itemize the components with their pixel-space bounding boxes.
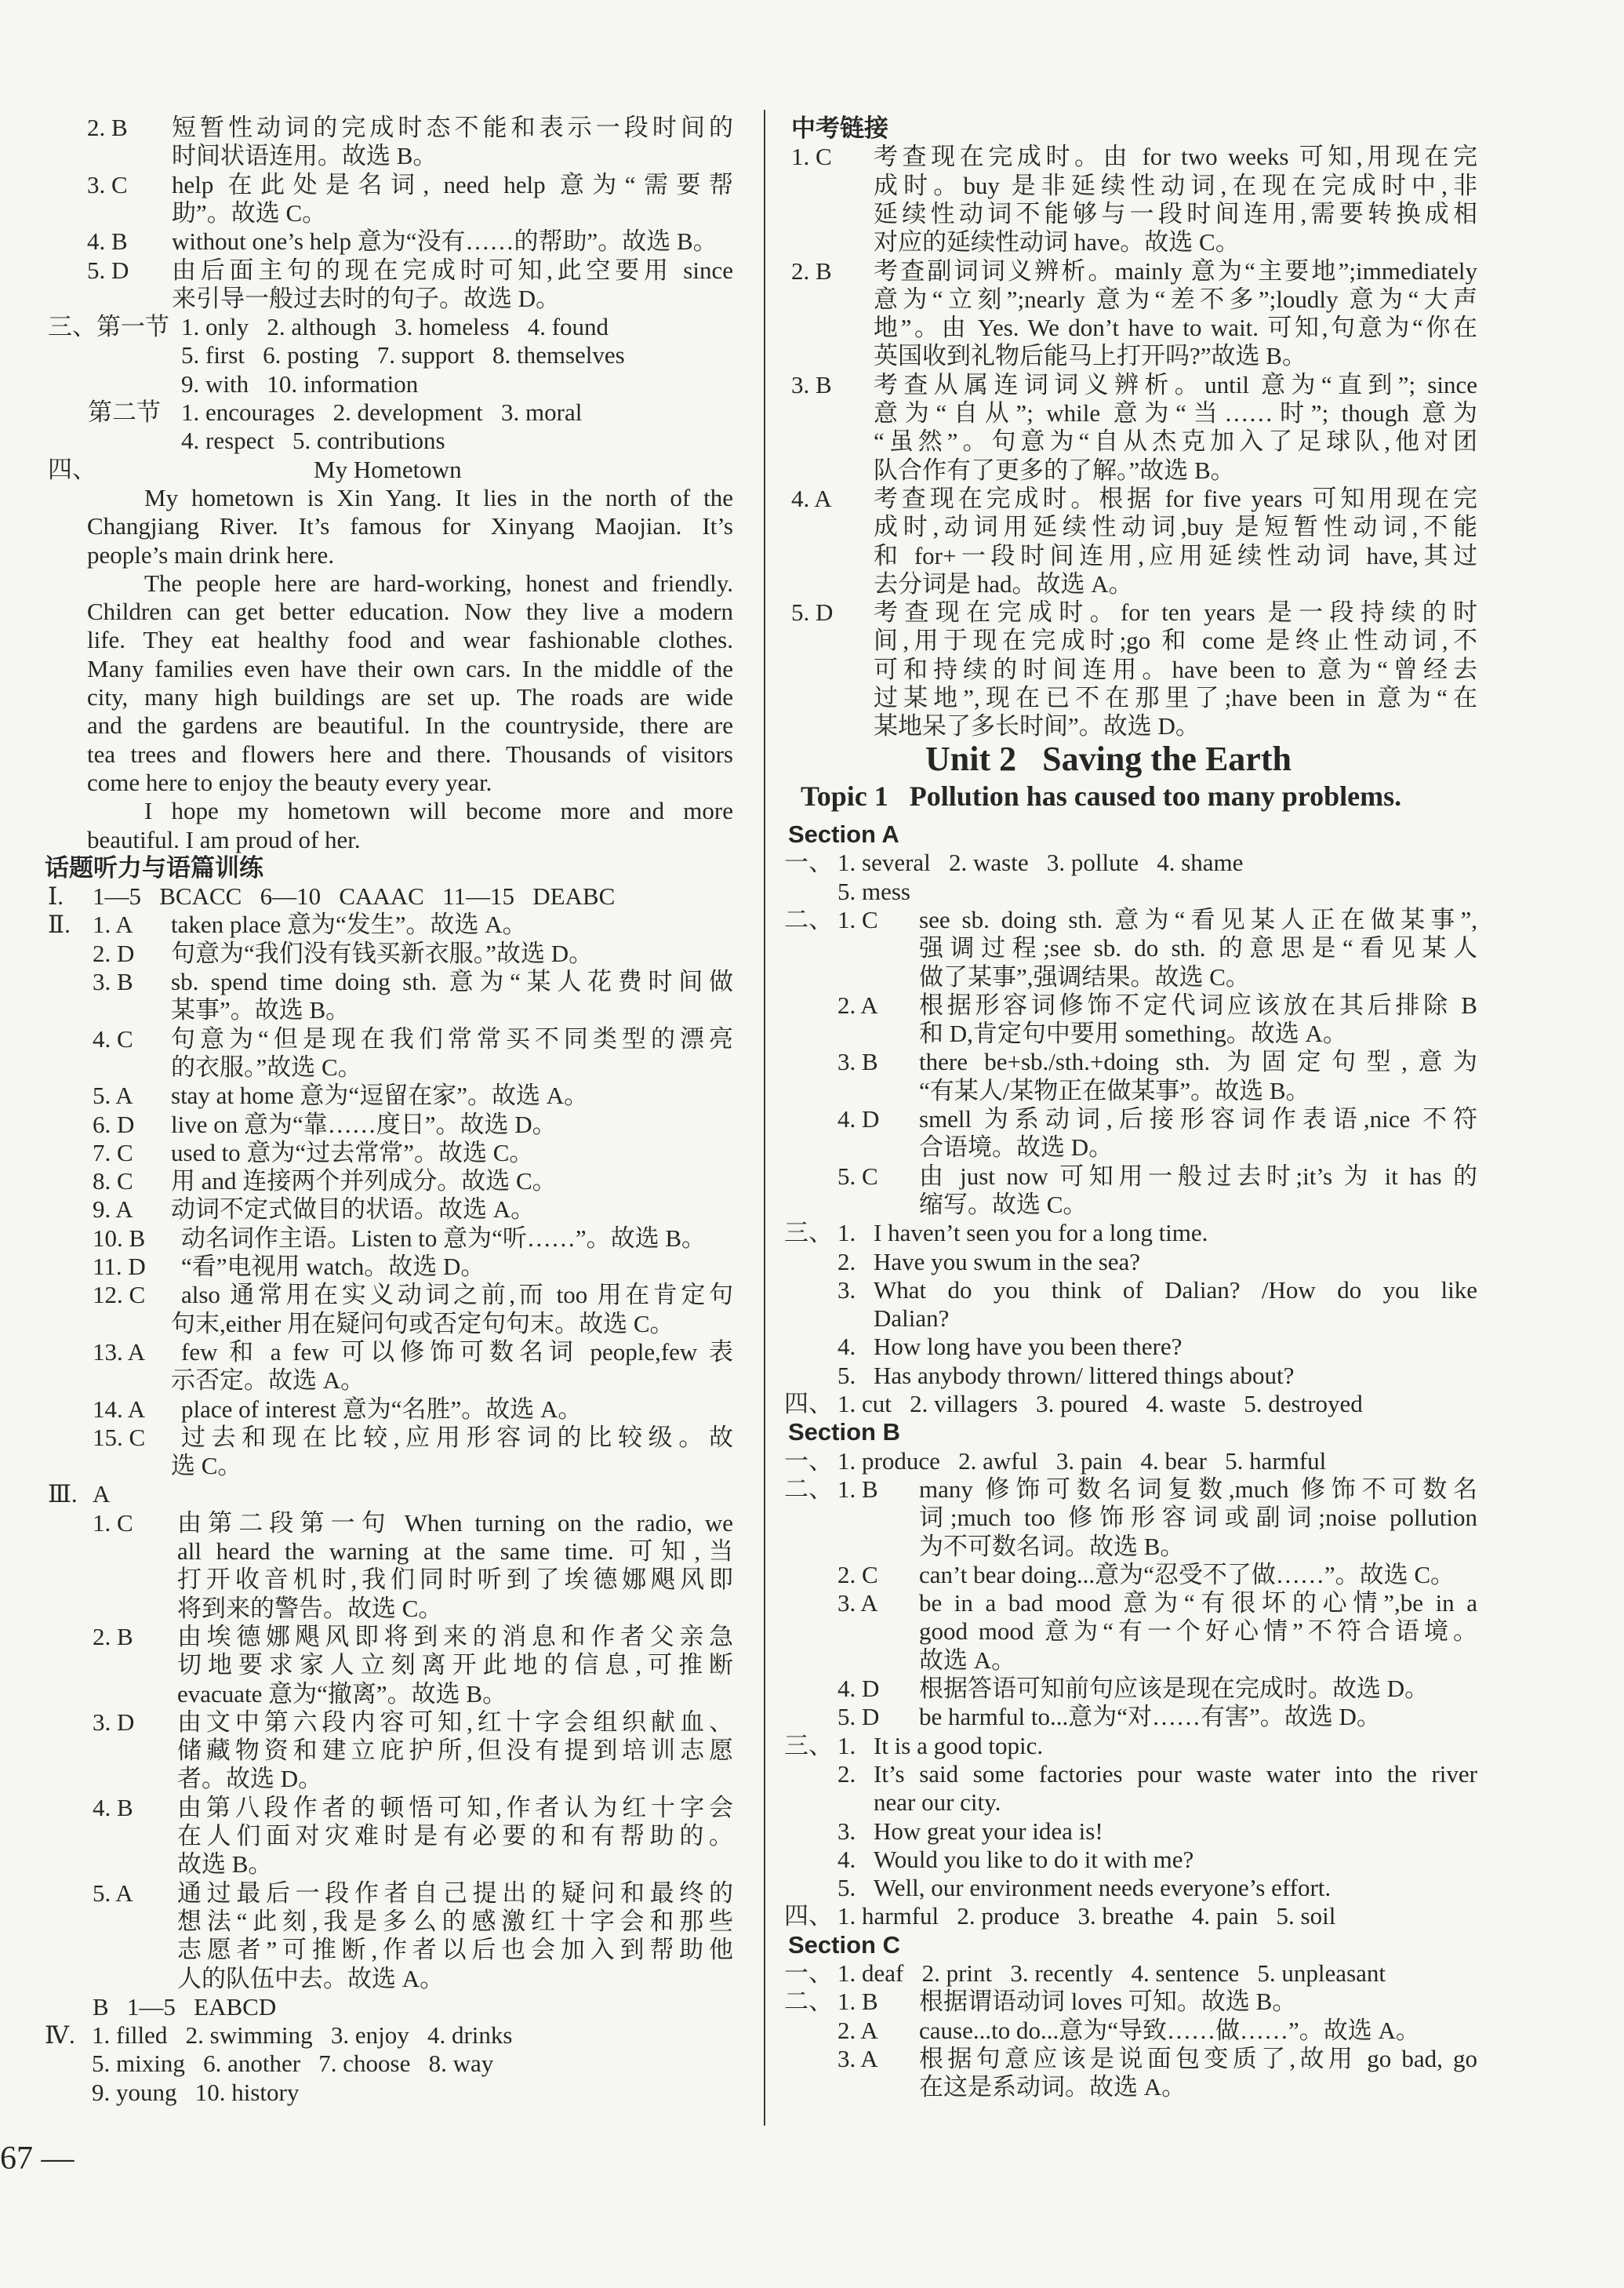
section-marker: 四、 [784,1390,833,1417]
question-number: 2. B [791,256,832,285]
question-number: 2. B [87,114,128,141]
question-number: 4. C [93,1024,133,1053]
question-number: 3. B [791,370,832,398]
answer-text: 考查现在完成时。由 for two weeks 可知,用现在完 [874,143,1477,171]
answer-text: It’s said some factories pour waste water into the river [874,1759,1477,1788]
answer-text: 动词不定式做目的状语。故选 A。 [171,1195,536,1224]
question-number: 2. [837,1759,856,1788]
question-number: 5. A [93,1879,133,1907]
answer-text: My Hometown [314,455,462,483]
section-marker: 三、 [784,1219,833,1247]
answer-text: “有某人/某物正在做某事”。故选 B。 [919,1076,1310,1104]
question-number: 1. B [837,1475,878,1503]
answer-text: 过去和现在比较,应用形容词的比较级。故 [181,1423,733,1451]
answer-text: 9. young 10. history [92,2078,300,2106]
answer-text: The people here are hard-working, honest and friendly. [144,569,733,597]
answer-text: What do you think of Dalian? /How do you like [874,1275,1477,1304]
answer-text: live on 意为“靠……度日”。故选 D。 [171,1110,557,1138]
question-number: 3. D [93,1708,135,1736]
question-number: 9. A [93,1195,133,1224]
question-number: 3. [837,1275,856,1304]
answer-text: used to 意为“过去常常”。故选 C。 [171,1138,534,1166]
answer-text: 强调过程;see sb. do sth. 的意思是“看见某人 [919,934,1477,962]
answer-text: few 和 a few 可以修饰可数名词 people,few 表 [181,1337,733,1366]
answer-text: 助”。故选 C。 [172,198,327,227]
answer-text: see sb. doing sth. 意为“看见某人正在做某事”, [919,905,1477,933]
question-number: 1. A [93,911,133,939]
question-number: 3. A [837,2044,878,2072]
answer-text: can’t bear doing...意为“忍受不了做……”。故选 C。 [919,1560,1455,1588]
answer-text: place of interest 意为“名胜”。故选 A。 [181,1395,583,1423]
answer-text: good mood 意为“有一个好心情”不符合语境。 [919,1617,1477,1646]
question-number: 2. [837,1247,856,1275]
answer-text: 合语境。故选 D。 [919,1133,1114,1162]
answer-text: 英国收到礼物后能马上打开吗?”故选 B。 [874,342,1306,370]
question-number: 2. D [93,939,135,967]
answer-text: 时间状语连用。故选 B。 [172,142,438,170]
page-number: 67 — [0,2141,74,2177]
answer-text: city, many high buildings are set up. The roads are wide [87,683,733,711]
question-number: 5. C [837,1162,878,1190]
answer-text: 动名词作主语。Listen to 意为“听……”。故选 B。 [181,1224,707,1252]
question-number: 3. A [837,1589,878,1617]
answer-text: Has anybody thrown/ littered things about? [874,1361,1295,1389]
answer-text: 意为“立刻”;nearly 意为“差不多”;loudly 意为“大声 [874,285,1477,313]
question-number: 5. D [791,598,834,627]
answer-text: 人的队伍中去。故选 A。 [177,1964,445,1992]
question-number: 4. B [87,227,128,256]
answer-text: people’s main drink here. [87,540,335,569]
section-marker: 二、 [784,1475,833,1503]
answer-text: smell 为系动词,后接形容词作表语,nice 不符 [919,1105,1477,1133]
answer-text: all heard the warning at the same time. 可知,当 [177,1537,733,1565]
answer-text: stay at home 意为“逗留在家”。故选 A。 [171,1082,589,1110]
answer-text: 1. only 2. although 3. homeless 4. found [181,313,609,341]
answer-text: 过某地”,现在已不在那里了;have been in 意为“在 [874,684,1477,711]
answer-text: 句末,either 用在疑问句或否定句句末。故选 C。 [171,1309,674,1337]
answer-text: 地”。由 Yes. We don’t have to wait. 可知,句意为“你在 [874,314,1477,342]
question-number: 4. D [837,1675,880,1702]
unit-name: Saving the Earth [1042,740,1292,778]
question-number: 1. C [93,1508,133,1537]
answer-text: 考查从属连词词义辨析。until 意为“直到”; since [874,370,1477,398]
answer-text: 在人们面对灾难时是有必要的和有帮助的。 [177,1822,733,1850]
section-marker: 二、 [784,1988,833,2016]
answer-text: help 在此处是名词, need help 意为“需要帮 [172,170,733,198]
answer-text: life. They eat healthy food and wear fashionable clothes. [87,626,733,654]
answer-text: 故选 B。 [177,1850,273,1879]
answer-text: 根据谓语动词 loves 可知。故选 B。 [919,1988,1297,2016]
question-number: 5. [837,1874,856,1902]
answer-text: 由第八段作者的顿悟可知,作者认为红十字会 [177,1793,733,1821]
answer-text: many 修饰可数名词复数,much 修饰不可数名 [919,1475,1477,1503]
question-number: 2. B [93,1622,133,1650]
answer-text: 延续性动词不能够与一段时间连用,需要转换成相 [874,199,1477,227]
answer-text: 1. cut 2. villagers 3. poured 4. waste 5. destroyed [837,1390,1363,1417]
question-number: 13. A [93,1337,146,1366]
question-number: 5. D [87,256,129,284]
answer-text: 做了某事”,强调结果。故选 C。 [919,962,1250,991]
answer-text: 根据答语可知前句应该是现在完成时。故选 D。 [919,1675,1430,1702]
question-number: 4. A [791,484,832,512]
answer-text: 故选 A。 [919,1646,1016,1674]
answer-text: 用 and 连接两个并列成分。故选 C。 [171,1167,557,1195]
answer-text: and the gardens are beautiful. In the countryside, there are [87,711,733,740]
answer-text: beautiful. I am proud of her. [87,825,361,853]
answer-text: taken place 意为“发生”。故选 A。 [171,911,527,939]
answer-text: It is a good topic. [874,1731,1044,1759]
answer-text: 示否定。故选 A。 [171,1366,365,1395]
answer-text: 队合作有了更多的了解。”故选 B。 [874,456,1235,484]
answer-text: Well, our environment needs everyone’s effort. [874,1874,1332,1902]
answer-text: 打开收音机时,我们同时听到了埃德娜飓风即 [177,1566,733,1594]
answer-text: 切地要求家人立刻离开此地的信息,可推断 [177,1651,733,1679]
answer-text: I hope my hometown will become more and more [144,797,733,825]
section-marker: 四、 [48,455,96,483]
question-number: 11. D [93,1253,146,1280]
question-number: 1. [837,1219,856,1247]
answer-text: 储藏物资和建立庇护所,但没有提到培训志愿 [177,1737,733,1765]
question-number: 3. B [93,968,133,995]
answer-text: 和 for+一段时间连用,应用延续性动词 have,其过 [874,541,1477,569]
answer-text: also 通常用在实义动词之前,而 too 用在肯定句 [181,1281,733,1309]
answer-text: 句意为“但是现在我们常常买不同类型的漂亮 [171,1024,733,1053]
question-number: 2. A [837,2016,878,2044]
answer-text: be harmful to...意为“对……有害”。故选 D。 [919,1703,1381,1731]
section-marker: Ⅰ. [48,882,64,911]
answer-text: How great your idea is! [874,1817,1103,1845]
question-number: 4. [837,1333,856,1361]
answer-text: Section B [788,1418,900,1446]
answer-text: 意为“自从”; while 意为“当……时”; though 意为 [874,399,1477,427]
answer-text: Changjiang River. It’s famous for Xinyang Maojian. It’s [87,512,733,540]
answer-text: 和 D,肯定句中要用 something。故选 A。 [919,1020,1347,1048]
answer-text: 中考链接 [791,115,888,142]
answer-text: 由埃德娜飓风即将到来的消息和作者父亲急 [177,1622,733,1650]
question-number: 4. [837,1845,856,1873]
answer-text: 来引导一般过去时的句子。故选 D。 [172,284,561,312]
answer-text: Dalian? [874,1304,950,1333]
answer-text: 去分词是 had。故选 A。 [874,569,1133,598]
question-number: 3. B [837,1048,878,1076]
answer-text: 某事”。故选 B。 [171,996,351,1024]
question-number: 2. C [837,1560,878,1588]
answer-text: come here to enjoy the beauty every year. [87,768,492,796]
answer-text: 1—5 BCACC 6—10 CAAAC 11—15 DEABC [93,882,616,911]
answer-text: 将到来的警告。故选 C。 [177,1594,443,1622]
question-number: 8. C [93,1167,133,1195]
answer-text: 对应的延续性动词 have。故选 C。 [874,228,1240,256]
answer-text: 话题听力与语篇训练 [45,853,263,882]
answer-text: 成时。buy 是非延续性动词,在现在完成时中,非 [874,171,1477,199]
answer-text: 选 C。 [171,1452,242,1480]
answer-text: 由 just now 可知用一般过去时;it’s 为 it has 的 [919,1162,1477,1190]
answer-text: 1. filled 2. swimming 3. enjoy 4. drinks [92,2021,513,2050]
question-number: 5. A [93,1082,133,1110]
answer-text: 可和持续的时间连用。have been to 意为“曾经去 [874,655,1477,683]
unit-title [925,742,1292,777]
section-marker: Ⅱ. [48,911,71,939]
question-number: 4. D [837,1105,880,1133]
answer-text: Many families even have their own cars. In the middle of the [87,654,733,682]
question-number: 14. A [93,1395,146,1423]
question-number: 6. D [93,1110,135,1138]
answer-text: 1. several 2. waste 3. pollute 4. shame [837,849,1244,877]
answer-text: sb. spend time doing sth. 意为“某人花费时间做 [171,968,733,995]
answer-text: 句意为“我们没有钱买新衣服。”故选 D。 [171,939,594,967]
answer-text: “看”电视用 watch。故选 D。 [181,1253,485,1280]
question-number: 10. B [93,1224,146,1252]
section-marker: 第二节 [88,398,161,426]
answer-text: B 1—5 EABCD [93,1992,277,2021]
answer-text: near our city. [874,1788,1001,1817]
answer-text: 考查现在完成时。根据 for five years 可知用现在完 [874,484,1477,512]
answer-text: Section A [788,820,899,848]
answer-text: A [93,1480,111,1508]
question-number: 1. B [837,1988,878,2016]
question-number: 5. D [837,1703,880,1731]
answer-text: 考查副词词义辨析。mainly 意为“主要地”;immediately [874,256,1477,285]
section-marker: 四、 [784,1902,833,1930]
question-number: 3. [837,1817,856,1845]
question-number: 2. A [837,991,878,1019]
topic-name: Pollution has caused too many problems. [909,780,1402,812]
answer-text: How long have you been there? [874,1333,1183,1361]
answer-text: Section C [788,1930,900,1959]
answer-text: My hometown is Xin Yang. It lies in the north of the [144,483,733,511]
column-divider [764,110,765,2126]
answer-text: 5. mixing 6. another 7. choose 8. way [92,2050,494,2078]
answer-text: I haven’t seen you for a long time. [874,1219,1208,1247]
answer-text: 考查现在完成时。for ten years 是一段持续的时 [874,598,1477,627]
answer-text: 由第二段第一句 When turning on the radio, we [177,1508,733,1537]
answer-text: evacuate 意为“撤离”。故选 B。 [177,1679,507,1708]
unit-number: Unit 2 [925,740,1017,778]
section-marker: 三、第一节 [48,313,169,341]
answer-text: 成时,动词用延续性动词,buy 是短暂性动词,不能 [874,513,1477,541]
answer-text: 间,用于现在完成时;go 和 come 是终止性动词,不 [874,627,1477,655]
answer-text: 由文中第六段内容可知,红十字会组织献血、 [177,1708,733,1736]
answer-text: 1. encourages 2. development 3. moral [181,398,583,426]
answer-text: 1. deaf 2. print 3. recently 4. sentence 5. unpleasant [837,1959,1386,1987]
answer-text: there be+sb./sth.+doing sth. 为固定句型,意为 [919,1048,1477,1076]
answer-text: 1. produce 2. awful 3. pain 4. bear 5. harmful [837,1446,1327,1475]
section-marker: 三、 [784,1731,833,1759]
question-number: 1. C [837,905,878,933]
answer-text: 在这是系动词。故选 A。 [919,2073,1186,2101]
section-marker: 一、 [784,1959,833,1987]
question-number: 15. C [93,1423,146,1451]
question-number: 1. C [791,143,832,171]
answer-text: be in a bad mood 意为“有很坏的心情”,be in a [919,1589,1477,1617]
question-number: 12. C [93,1281,146,1309]
section-marker: Ⅲ. [48,1480,78,1508]
answer-text: 某地呆了多长时间”。故选 D。 [874,712,1200,740]
question-number: 3. C [87,170,128,198]
answer-text: Have you swum in the sea? [874,1247,1141,1275]
answer-text: 1. harmful 2. produce 3. breathe 4. pain 5. soil [837,1902,1336,1930]
answer-text: 5. mess [837,877,910,905]
section-marker: Ⅳ. [45,2021,75,2050]
answer-text: 词;much too 修饰形容词或副词;noise pollution [919,1504,1477,1532]
answer-text: 由后面主句的现在完成时可知,此空要用 since [172,256,733,284]
answer-text: Children can get better education. Now they live a modern [87,598,733,626]
question-number: 7. C [93,1138,133,1166]
answer-text: 4. respect 5. contributions [181,427,445,455]
section-marker: 二、 [784,905,833,933]
section-marker: 一、 [784,849,833,877]
answer-text: 想法“此刻,我是多么的感激红十字会和那些 [177,1907,733,1935]
answer-text: 的衣服。”故选 C。 [171,1053,362,1081]
answer-text: 为不可数名词。故选 B。 [919,1532,1185,1560]
section-marker: 一、 [784,1446,833,1475]
answer-text: 根据形容词修饰不定代词应该放在其后排除 B [919,991,1477,1019]
answer-text: 志愿者”可推断,作者以后也会加入到帮助他 [177,1936,733,1964]
answer-text: without one’s help 意为“没有……的帮助”。故选 B。 [172,227,718,256]
answer-text: 者。故选 D。 [177,1765,323,1793]
answer-text: 5. first 6. posting 7. support 8. themselves [181,341,625,369]
question-number: 1. [837,1731,856,1759]
answer-text: 短暂性动词的完成时态不能和表示一段时间的 [172,114,733,141]
answer-text: cause...to do...意为“导致……做……”。故选 A。 [919,2016,1420,2044]
topic-title [801,781,1459,811]
answer-text: 根据句意应该是说面包变质了,故用 go bad, go [919,2044,1477,2072]
answer-text: tea trees and flowers here and there. Thousands of visitors [87,740,733,768]
answer-text: “虽然”。句意为“自从杰克加入了足球队,他对团 [874,427,1477,456]
answer-text: 通过最后一段作者自己提出的疑问和最终的 [177,1879,733,1907]
question-number: 4. B [93,1793,133,1821]
answer-text: 9. with 10. information [181,369,419,398]
question-number: 5. [837,1361,856,1389]
answer-text: Would you like to do it with me? [874,1845,1194,1873]
answer-text: 缩写。故选 C。 [919,1190,1088,1218]
topic-number: Topic 1 [801,780,888,812]
